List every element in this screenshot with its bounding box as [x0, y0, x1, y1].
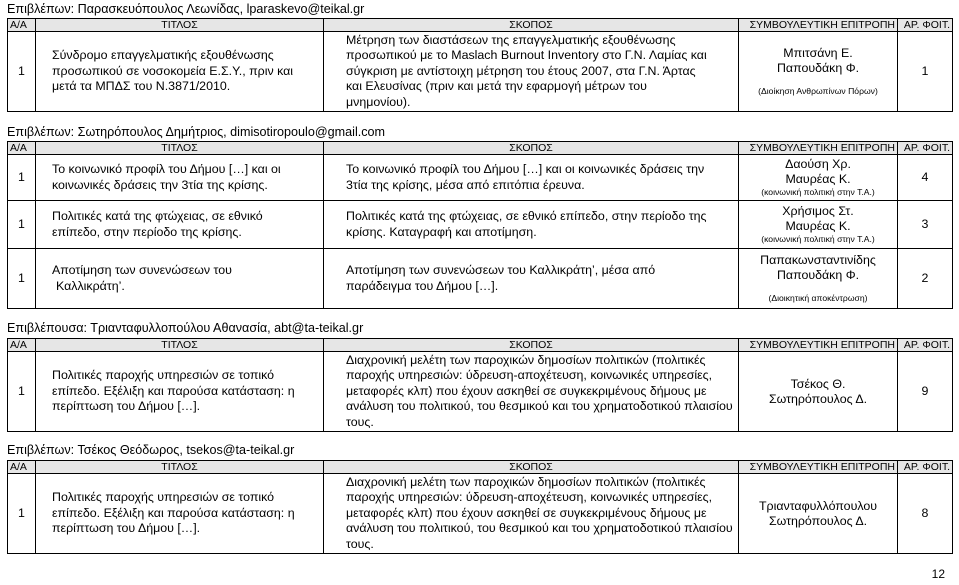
row-students: 4 — [898, 155, 953, 201]
supervisor-line: Επιβλέπων: Τσέκος Θεόδωρος, tsekos@ta-teikal.gr — [7, 443, 295, 457]
row-purpose: Το κοινωνικό προφίλ του Δήμου […] και οι κοινωνικές δράσεις την 3τία της κρίσης, μέσα από επιτόπια έρευνα. — [324, 155, 739, 201]
topics-table — [7, 18, 953, 112]
row-title: Αποτίμηση των συνενώσεων του Καλλικράτη’. — [36, 249, 324, 309]
table-header — [8, 461, 953, 474]
table-row — [8, 201, 953, 249]
row-committee: Παπακωνσταντινίδης Παπουδάκη Φ. (Διοικητική αποκέντρωση) — [739, 249, 898, 309]
row-students: 9 — [898, 352, 953, 432]
header-purpose: ΣΚΟΠΟΣ — [324, 339, 739, 352]
table-header — [8, 19, 953, 32]
header-title: ΤΙΤΛΟΣ — [36, 19, 324, 32]
table-header — [8, 339, 953, 352]
header-committee: ΣΥΜΒΟΥΛΕΥΤΙΚΗ ΕΠΙΤΡΟΠΗ — [739, 142, 898, 155]
row-purpose: Αποτίμηση των συνενώσεων του Καλλικράτη’, μέσα από παράδειγμα του Δήμου […]. — [324, 249, 739, 309]
row-number: 1 — [8, 32, 36, 112]
supervisor-line: Επιβλέπουσα: Τριανταφυλλοπούλου Αθανασία, abt@ta-teikal.gr — [7, 321, 364, 335]
row-purpose: Διαχρονική μελέτη των παροχικών δημοσίων πολιτικών (πολιτικές παροχής υπηρεσιών: ύδρευση-αποχέτευση, κοινωνικές υπηρεσίες, μεταφορές κλπ) που έχουν ασκηθεί σε συγκεκριμένους δήμους με ανάλυση του πολιτικού, του θεσμικού και του χρηματοδοτικού πλαισίου τους. — [324, 352, 739, 432]
row-number: 1 — [8, 155, 36, 201]
header-committee: ΣΥΜΒΟΥΛΕΥΤΙΚΗ ΕΠΙΤΡΟΠΗ — [739, 339, 898, 352]
header-students: ΑΡ. ΦΟΙΤ. — [898, 142, 953, 155]
row-number: 1 — [8, 249, 36, 309]
row-committee: Τσέκος Θ. Σωτηρόπουλος Δ. — [739, 352, 898, 432]
table-header — [8, 142, 953, 155]
row-committee: Μπιτσάνη Ε. Παπουδάκη Φ. (Διοίκηση Ανθρωπίνων Πόρων) — [739, 32, 898, 112]
supervisor-line: Επιβλέπων: Παρασκευόπουλος Λεωνίδας, lparaskevo@teikal.gr — [7, 2, 365, 16]
row-number: 1 — [8, 201, 36, 249]
table-row — [8, 474, 953, 554]
row-students: 2 — [898, 249, 953, 309]
header-title: ΤΙΤΛΟΣ — [36, 461, 324, 474]
row-students: 1 — [898, 32, 953, 112]
header-students: ΑΡ. ΦΟΙΤ. — [898, 461, 953, 474]
row-title: Πολιτικές κατά της φτώχειας, σε εθνικό επίπεδο, στην περίοδο της κρίσης. — [36, 201, 324, 249]
row-students: 8 — [898, 474, 953, 554]
header-purpose: ΣΚΟΠΟΣ — [324, 461, 739, 474]
row-purpose: Διαχρονική μελέτη των παροχικών δημοσίων πολιτικών (πολιτικές παροχής υπηρεσιών: ύδρευση-αποχέτευση, κοινωνικές υπηρεσίες, μεταφορές κλπ) που έχουν ασκηθεί σε συγκεκριμένους δήμους με ανάλυση του πολιτικού, του θεσμικού και του χρηματοδοτικού πλαισίου τους. — [324, 474, 739, 554]
table-row — [8, 249, 953, 309]
topics-table — [7, 460, 953, 554]
table-row — [8, 32, 953, 112]
row-title: Το κοινωνικό προφίλ του Δήμου […] και οι κοινωνικές δράσεις την 3τία της κρίσης. — [36, 155, 324, 201]
header-purpose: ΣΚΟΠΟΣ — [324, 19, 739, 32]
table-row — [8, 352, 953, 432]
row-committee: Δαούση Χρ. Μαυρέας Κ. (κοινωνική πολιτική στην Τ.Α.) — [739, 155, 898, 201]
row-committee: Χρήσιμος Στ. Μαυρέας Κ. (κοινωνική πολιτική στην Τ.Α.) — [739, 201, 898, 249]
header-aa: Α/Α — [8, 142, 36, 155]
header-title: ΤΙΤΛΟΣ — [36, 339, 324, 352]
header-purpose: ΣΚΟΠΟΣ — [324, 142, 739, 155]
row-purpose: Πολιτικές κατά της φτώχειας, σε εθνικό επίπεδο, στην περίοδο της κρίσης. Καταγραφή και αποτίμηση. — [324, 201, 739, 249]
row-title: Πολιτικές παροχής υπηρεσιών σε τοπικό επίπεδο. Εξέλιξη και παρούσα κατάσταση: η περίπτωση του Δήμου […]. — [36, 474, 324, 554]
row-number: 1 — [8, 474, 36, 554]
page-number: 12 — [931, 567, 945, 581]
header-aa: Α/Α — [8, 339, 36, 352]
row-committee: Τριανταφυλλόπουλου Σωτηρόπουλος Δ. — [739, 474, 898, 554]
header-aa: Α/Α — [8, 461, 36, 474]
header-committee: ΣΥΜΒΟΥΛΕΥΤΙΚΗ ΕΠΙΤΡΟΠΗ — [739, 461, 898, 474]
header-students: ΑΡ. ΦΟΙΤ. — [898, 19, 953, 32]
topics-table — [7, 141, 953, 309]
row-title: Πολιτικές παροχής υπηρεσιών σε τοπικό επίπεδο. Εξέλιξη και παρούσα κατάσταση: η περίπτωση του Δήμου […]. — [36, 352, 324, 432]
row-number: 1 — [8, 352, 36, 432]
header-students: ΑΡ. ΦΟΙΤ. — [898, 339, 953, 352]
supervisor-line: Επιβλέπων: Σωτηρόπουλος Δημήτριος, dimisotiropoulo@gmail.com — [7, 125, 386, 139]
header-committee: ΣΥΜΒΟΥΛΕΥΤΙΚΗ ΕΠΙΤΡΟΠΗ — [739, 19, 898, 32]
header-title: ΤΙΤΛΟΣ — [36, 142, 324, 155]
header-aa: Α/Α — [8, 19, 36, 32]
topics-table — [7, 338, 953, 432]
row-purpose: Μέτρηση των διαστάσεων της επαγγελματικής εξουθένωσης προσωπικού με το Maslach Burnout Inventory στο Γ.Ν. Λαμίας και σύγκριση με αντίστοιχη μέτρηση του έτους 2007, στα Γ.Ν. Άρτας και Ελευσίνας (πριν και μετά την εφαρμογή μέτρων του μνημονίου). — [324, 32, 739, 112]
row-students: 3 — [898, 201, 953, 249]
row-title: Σύνδρομο επαγγελματικής εξουθένωσης προσωπικού σε νοσοκομεία Ε.Σ.Υ., πριν και μετά τα ΜΠΔΣ του Ν.3871/2010. — [36, 32, 324, 112]
table-row — [8, 155, 953, 201]
